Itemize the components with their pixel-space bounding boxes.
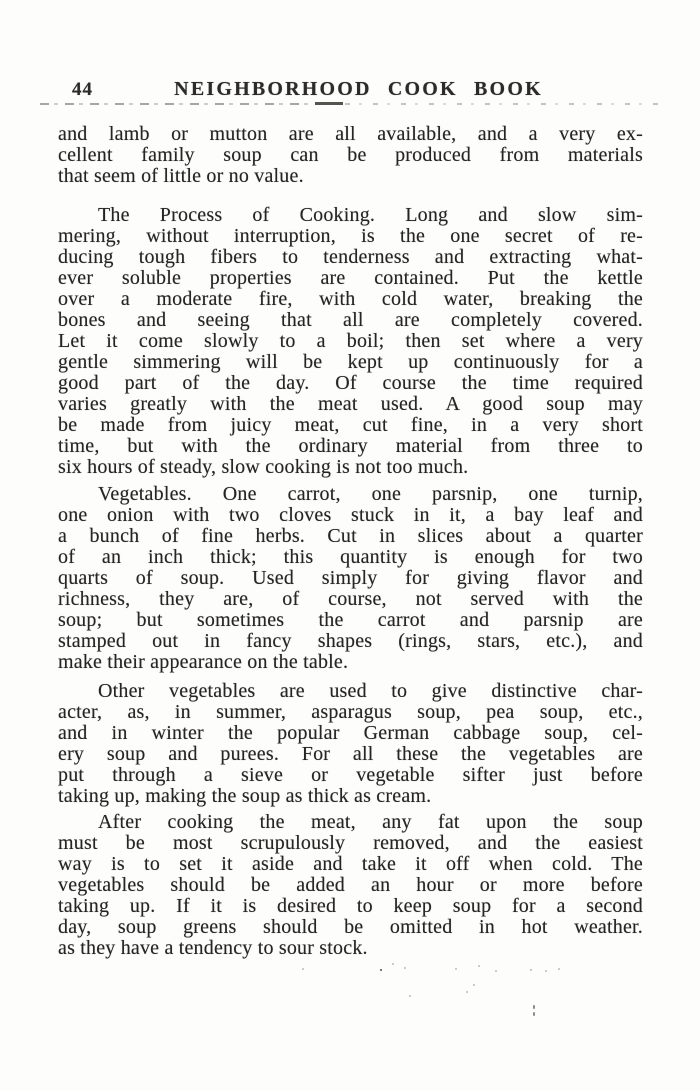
scan-speckle bbox=[380, 969, 382, 971]
scan-speckle bbox=[466, 991, 468, 993]
text-line: a bunch of fine herbs. Cut in slices about a quarter bbox=[58, 525, 643, 547]
text-line: ery soup and purees. For all these the vegetables are bbox=[58, 743, 643, 765]
scan-speckle bbox=[404, 967, 406, 969]
scan-speckle bbox=[478, 965, 480, 967]
text-line: Other vegetables are used to give distinctive char- bbox=[98, 680, 643, 702]
page-body bbox=[58, 124, 643, 959]
scan-speckle bbox=[545, 970, 547, 972]
header-rule-right bbox=[345, 103, 667, 105]
text-line: good part of the day. Of course the time required bbox=[58, 372, 643, 394]
header-rule-left bbox=[40, 103, 340, 105]
text-line: stamped out in fancy shapes (rings, stars, etc.), and bbox=[58, 630, 643, 652]
text-line: six hours of steady, slow cooking is not too much. bbox=[58, 456, 469, 478]
text-line: of an inch thick; this quantity is enough for two bbox=[58, 546, 643, 568]
text-line: ever soluble properties are contained. Put the kettle bbox=[58, 267, 643, 289]
paragraph bbox=[58, 205, 643, 478]
page-number: 44 bbox=[72, 79, 93, 100]
scan-speckle bbox=[392, 963, 394, 965]
text-line: Let it come slowly to a boil; then set where a very bbox=[58, 330, 643, 352]
header-rule bbox=[40, 102, 667, 106]
book-title: NEIGHBORHOOD COOK BOOK bbox=[174, 78, 543, 100]
text-line: make their appearance on the table. bbox=[58, 651, 349, 673]
paragraph bbox=[58, 124, 643, 187]
scan-speckle bbox=[533, 1005, 535, 1009]
text-line: time, but with the ordinary material from three to bbox=[58, 435, 643, 457]
text-line: must be most scrupulously removed, and the easiest bbox=[58, 832, 643, 854]
paragraph bbox=[58, 812, 643, 959]
text-line: mering, without interruption, is the one secret of re- bbox=[58, 225, 643, 247]
text-line: way is to set it aside and take it off when cold. The bbox=[58, 853, 643, 875]
text-line: as they have a tendency to sour stock. bbox=[58, 937, 368, 959]
text-line: bones and seeing that all are completely covered. bbox=[58, 309, 643, 331]
text-line: that seem of little or no value. bbox=[58, 165, 304, 187]
text-line: richness, they are, of course, not served with the bbox=[58, 588, 643, 610]
scan-speckle bbox=[530, 969, 532, 971]
text-line: quarts of soup. Used simply for giving flavor and bbox=[58, 567, 643, 589]
text-line: Vegetables. One carrot, one parsnip, one turnip, bbox=[98, 483, 643, 505]
text-line: over a moderate fire, with cold water, breaking the bbox=[58, 288, 643, 310]
header-rule-dark-segment bbox=[315, 102, 343, 105]
text-line: soup; but sometimes the carrot and parsnip are bbox=[58, 609, 643, 631]
text-line: be made from juicy meat, cut fine, in a very short bbox=[58, 414, 643, 436]
scan-speckle bbox=[302, 968, 304, 970]
text-line: varies greatly with the meat used. A good soup may bbox=[58, 393, 643, 415]
scan-speckle bbox=[558, 968, 560, 970]
text-line: one onion with two cloves stuck in it, a bay leaf and bbox=[58, 504, 643, 526]
text-line: day, soup greens should be omitted in hot weather. bbox=[58, 916, 643, 938]
text-line: gentle simmering will be kept up continuously for a bbox=[58, 351, 643, 373]
scan-speckle bbox=[409, 995, 411, 997]
text-line: The Process of Cooking. Long and slow sim- bbox=[98, 204, 643, 226]
text-line: taking up. If it is desired to keep soup for a second bbox=[58, 895, 643, 917]
text-line: cellent family soup can be produced from materials bbox=[58, 144, 643, 166]
text-line: ducing tough fibers to tenderness and extracting what- bbox=[58, 246, 643, 268]
scan-speckle bbox=[473, 984, 475, 986]
scan-speckle bbox=[495, 970, 497, 972]
text-line: vegetables should be added an hour or more before bbox=[58, 874, 643, 896]
text-line: and in winter the popular German cabbage soup, cel- bbox=[58, 722, 643, 744]
text-line: After cooking the meat, any fat upon the soup bbox=[98, 811, 643, 833]
text-line: put through a sieve or vegetable sifter just before bbox=[58, 764, 643, 786]
page-header bbox=[58, 78, 643, 100]
text-line: and lamb or mutton are all available, and a very ex- bbox=[58, 123, 643, 145]
paragraph bbox=[58, 681, 643, 807]
paragraph bbox=[58, 484, 643, 673]
text-line: taking up, making the soup as thick as cream. bbox=[58, 785, 432, 807]
text-line: acter, as, in summer, asparagus soup, pea soup, etc., bbox=[58, 701, 643, 723]
scan-speckle bbox=[533, 1012, 535, 1016]
scan-speckle bbox=[455, 968, 457, 970]
